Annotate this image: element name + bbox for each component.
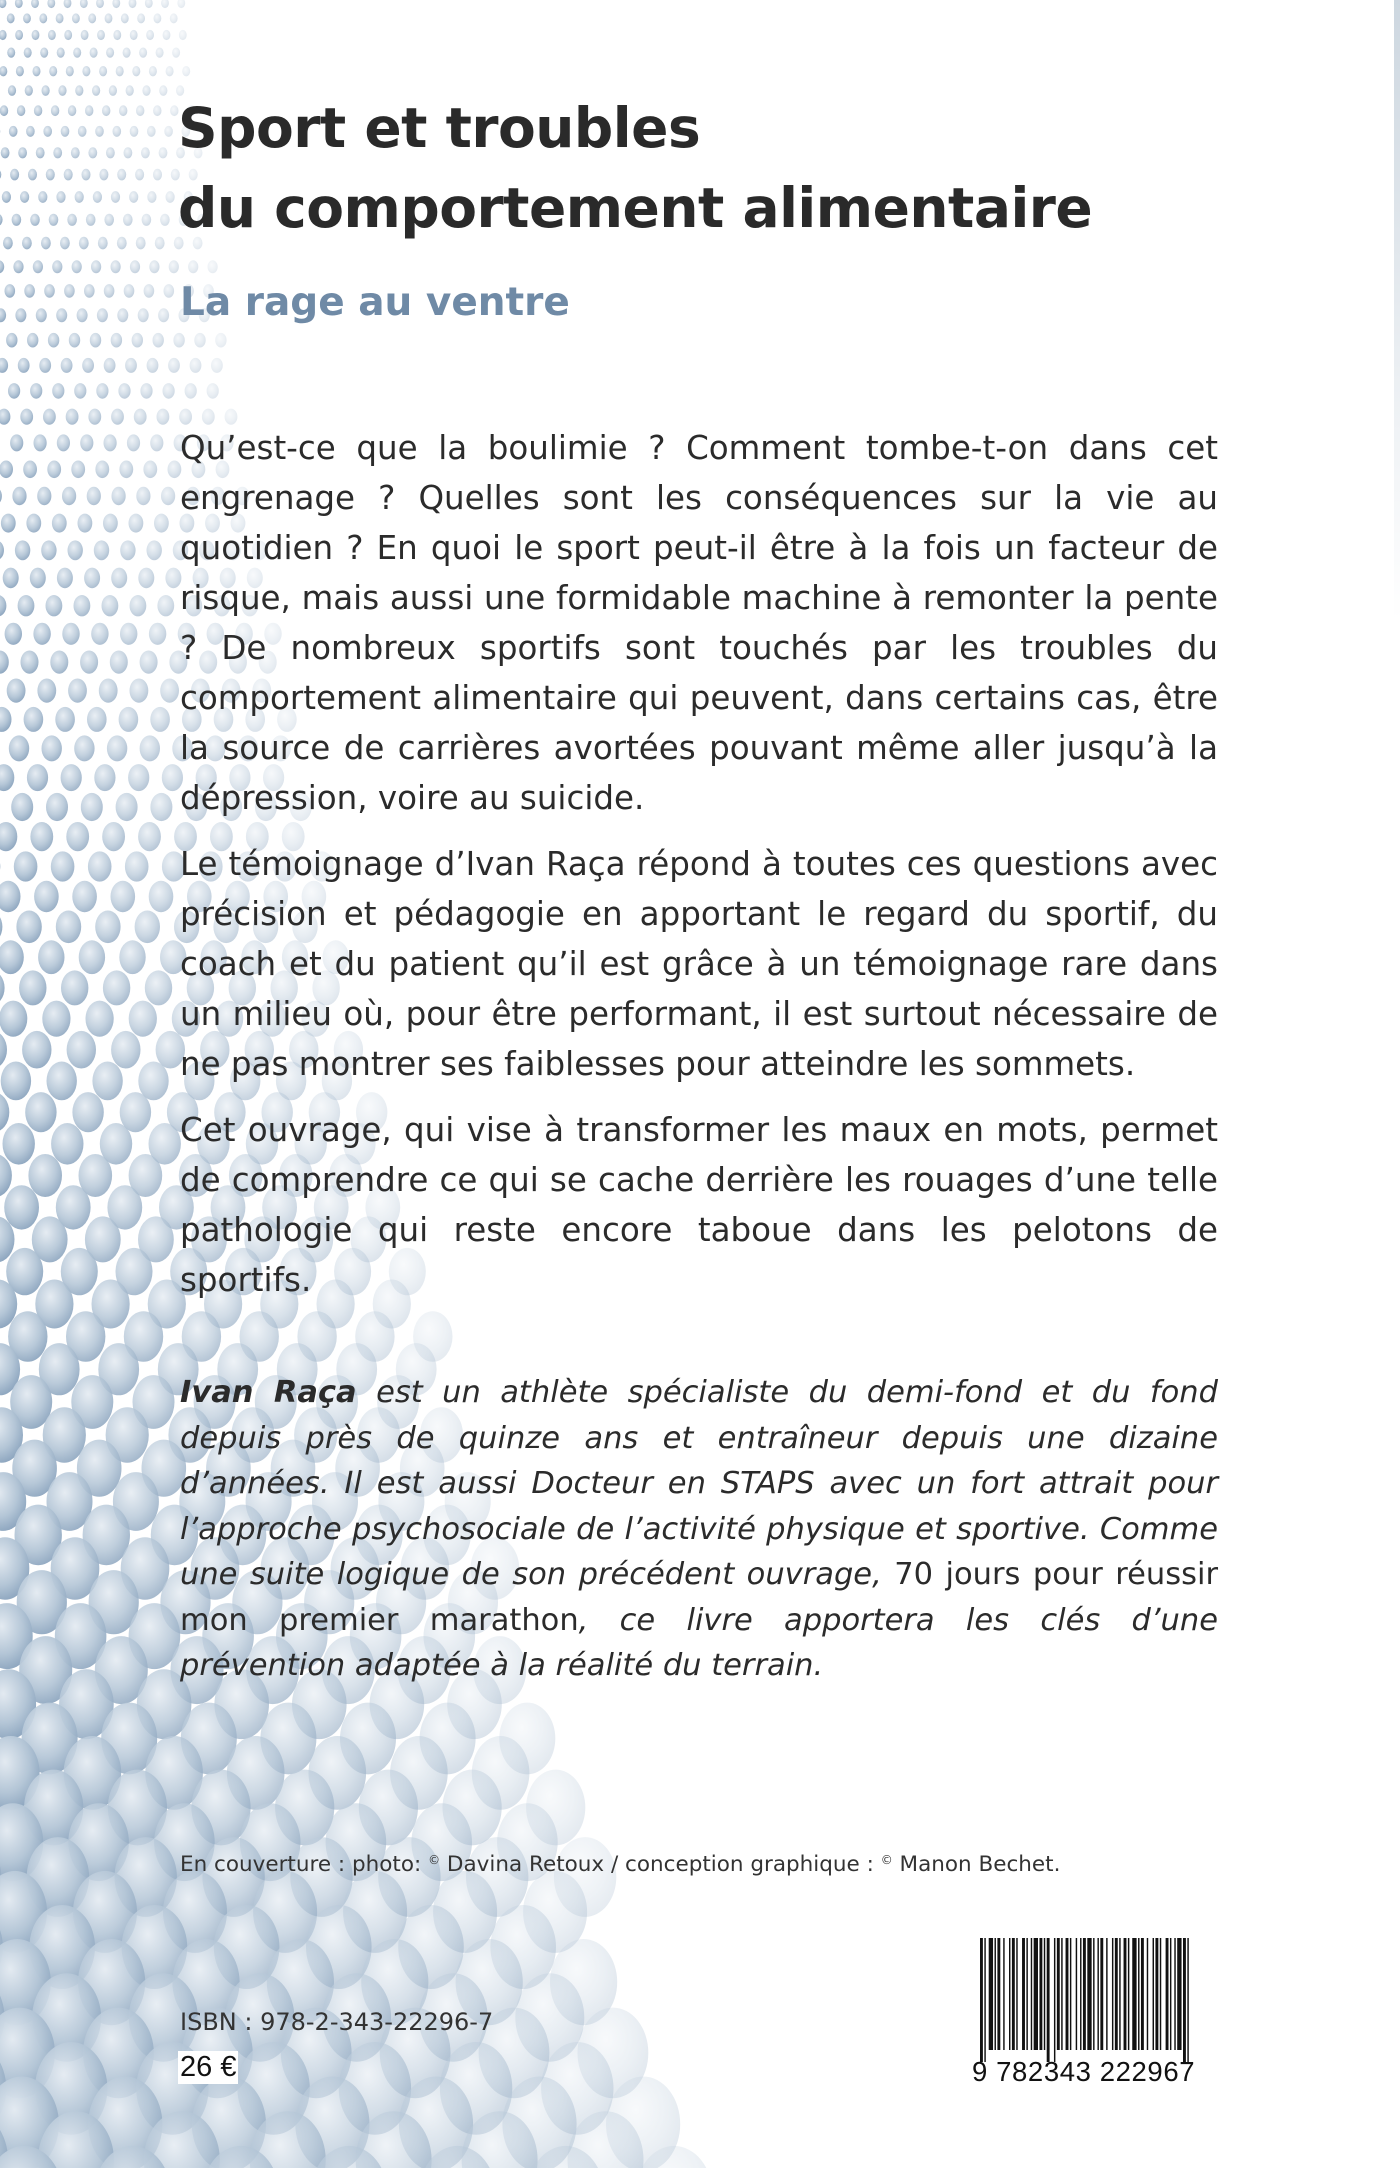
barcode-bar: [1066, 1938, 1069, 2050]
barcode-bar: [1138, 1938, 1139, 2050]
isbn-number: ISBN : 978-2-343-22296-7: [180, 2008, 494, 2036]
book-title-line-2: du comportement alimentaire: [178, 176, 1093, 240]
barcode-icon: [978, 1938, 1192, 2062]
barcode-bar: [1155, 1938, 1158, 2050]
copyright-symbol: ©: [880, 1853, 893, 1867]
barcode-digits: 9 782343 222967: [972, 2056, 1196, 2087]
author-biography: [180, 1370, 1218, 1689]
barcode-bar: [1174, 1938, 1175, 2050]
barcode-bar: [1012, 1938, 1015, 2050]
barcode-bar: [1112, 1938, 1113, 2050]
description-paragraph-2: Le témoignage d’Ivan Raça répond à toutes ces questions avec précision et pédagogie en apportant le regard du sportif, du coach et du patient qu’il est grâce à un témoignage rare dans un milieu où, pour être performant, il est surtout nécessaire de ne pas montrer ses faiblesses pour atteindre les sommets.: [180, 845, 1218, 1083]
barcode-bar: [1132, 1938, 1136, 2050]
copyright-symbol: ©: [428, 1853, 441, 1867]
barcode-bar: [1026, 1938, 1027, 2050]
barcode-bar: [1166, 1938, 1169, 2050]
description-paragraph-3: Cet ouvrage, qui vise à transformer les maux en mots, permet de comprendre ce qui se cache derrière les rouages d’une telle pathologie qui reste encore taboue dans les pelotons de sportifs.: [180, 1111, 1218, 1299]
description-block: [180, 423, 1218, 1321]
author-name: Ivan Raça: [180, 1375, 357, 1410]
barcode-bar: [1034, 1938, 1038, 2050]
barcode-bar: [1160, 1938, 1161, 2050]
barcode-bar: [984, 1938, 985, 2062]
barcode-bar: [1039, 1938, 1042, 2050]
barcode-bar: [1147, 1938, 1148, 2050]
barcode-area: [968, 1938, 1222, 2088]
price-label: 26 €: [180, 2051, 237, 2083]
barcode-bar: [1061, 1938, 1062, 2050]
bio-text-2: , ce livre apportera les clés d’une prévention adaptée à la réalité du terrain.: [180, 1602, 1218, 1683]
barcode-bar: [1022, 1938, 1025, 2050]
barcode-bar: [1009, 1938, 1010, 2050]
book-subtitle: La rage au ventre: [180, 280, 570, 325]
barcode-bar: [1076, 1938, 1077, 2050]
design-credit: Manon Bechet.: [892, 1852, 1061, 1877]
barcode-bar: [1106, 1938, 1107, 2050]
barcode-bar: [989, 1938, 993, 2050]
barcode-bar: [1153, 1938, 1154, 2050]
barcode-bar: [1057, 1938, 1060, 2050]
barcode-bar: [1097, 1938, 1098, 2050]
barcode-bar: [1031, 1938, 1032, 2050]
barcode-bar: [995, 1938, 996, 2050]
barcode-bar: [1016, 1938, 1017, 2050]
barcode-bar: [1177, 1938, 1181, 2050]
barcode-bar: [997, 1938, 1000, 2050]
barcode-bar: [1080, 1938, 1081, 2050]
bio-text-1: est un athlète spécialiste du demi-fond et du fond depuis près de quinze ans et entraîneur depuis une dizaine d’années. Il est aussi Docteur en STAPS avec un fort attrait pour l’approche psychosociale de l’activité physique et sportive. Comme une suite logique de son précédent ouvrage,: [180, 1375, 1218, 1592]
cover-credits: [180, 1852, 1060, 1877]
barcode-bar: [1183, 1938, 1186, 2062]
barcode-bar: [1087, 1938, 1091, 2050]
barcode-bar: [1083, 1938, 1086, 2050]
barcode-bar: [1047, 1938, 1050, 2062]
barcode-bar: [1100, 1938, 1103, 2050]
barcode-bar: [1128, 1938, 1129, 2050]
barcode-bar: [1093, 1938, 1094, 2050]
photo-credit: Davina Retoux / conception graphique :: [440, 1852, 881, 1877]
barcode-bar: [1124, 1938, 1127, 2050]
description-paragraph-1: Qu’est-ce que la boulimie ? Comment tombe-t-on dans cet engrenage ? Quelles sont les conséquences sur la vie au quotidien ? En quoi le sport peut-il être à la fois un facteur de risque, mais aussi une formidable machine à remonter la pente ? De nombreux sportifs sont touchés par les troubles du comportement alimentaire qui peuvent, dans certains cas, être la source de carrières avortées pouvant même aller jusqu’à la dépression, voire au suicide.: [180, 429, 1218, 817]
barcode-bar: [1070, 1938, 1071, 2050]
barcode-bar: [1115, 1938, 1118, 2050]
barcode-bar: [1044, 1938, 1045, 2050]
barcode-bar: [1141, 1938, 1144, 2050]
barcode-bar: [1119, 1938, 1120, 2050]
book-title: [178, 88, 1278, 248]
barcode-bar: [980, 1938, 983, 2062]
previous-book-title: 70 jours pour réussir mon premier marathon: [180, 1557, 1219, 1638]
barcode-bar: [1187, 1938, 1188, 2062]
barcode-bar: [1054, 1938, 1055, 2062]
credits-prefix: En couverture : photo:: [180, 1852, 429, 1877]
book-title-line-1: Sport et troubles: [178, 96, 701, 160]
barcode-bar: [1170, 1938, 1171, 2050]
barcode-bar: [1003, 1938, 1004, 2050]
